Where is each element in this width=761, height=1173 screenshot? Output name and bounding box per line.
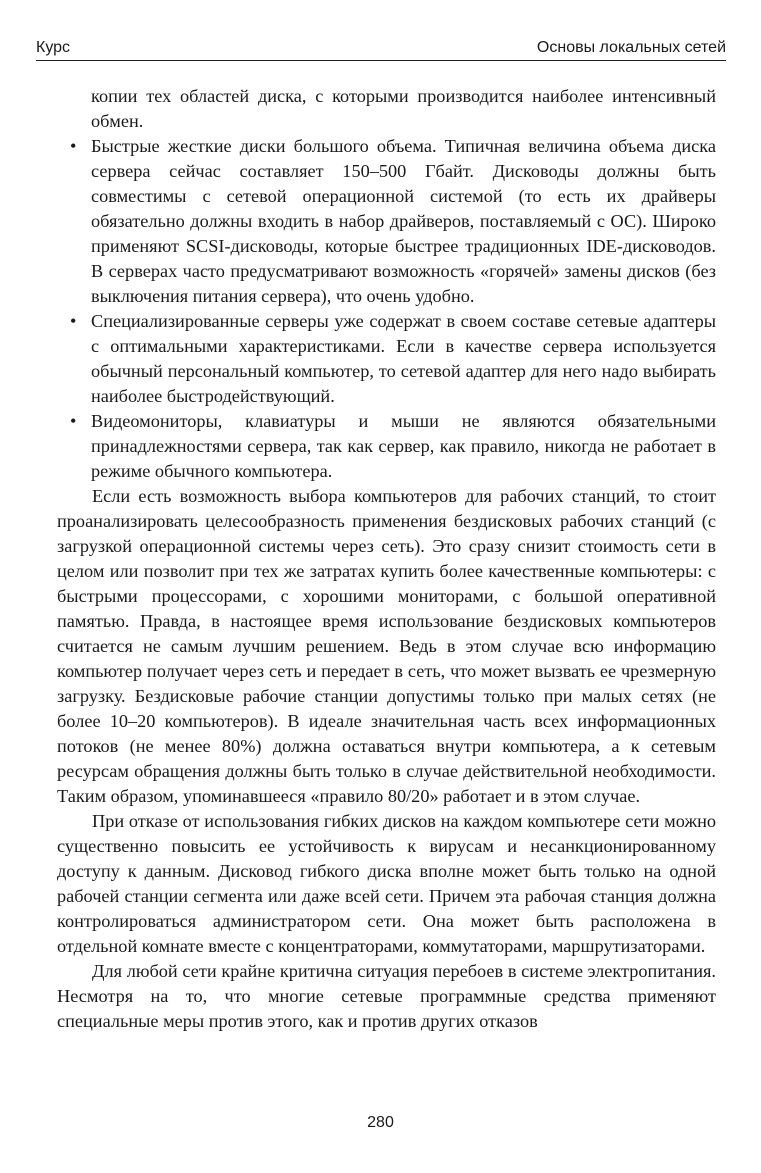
- bullet-list: [57, 134, 716, 484]
- header-course-label: Курс: [36, 39, 71, 56]
- list-item-text: Быстрые жесткие диски большого объема. Типичная величина объема диска сервера сейчас составляет 150–500 Гбайт. Дисководы должны быть совместимы с сетевой операционной системой (то есть их драйверы обязательно должны входить в набор драйверов, поставляемый с ОС). Широко применяют SCSI-дисководы, которые быстрее традиционных IDE-дисководов. В серверах часто предусматривают возможность «горячей» замены дисков (без выключения питания сервера), что очень удобно.: [91, 136, 716, 306]
- list-item: [57, 309, 716, 409]
- paragraph-floppy-drives: При отказе от использования гибких дисков на каждом компьютере сети можно существенно повысить ее устойчивость к вирусам и несанкционированному доступу к данным. Дисковод гибкого диска вполне может быть только на одной рабочей станции сегмента или даже всей сети. Причем эта рабочая станция должна контролироваться администратором сети. Она может быть расположена в отдельной комнате вместе с концентраторами, коммутаторами, маршрутизаторами.: [57, 811, 716, 956]
- bullet-icon: •: [70, 411, 77, 431]
- page-body: [57, 84, 716, 1034]
- list-item: [57, 409, 716, 484]
- running-header: [36, 35, 726, 61]
- bullet-icon: •: [70, 136, 77, 156]
- header-section-title: Основы локальных сетей: [536, 39, 726, 56]
- header-rule: [36, 60, 726, 61]
- bullet-icon: •: [70, 311, 77, 331]
- list-item-text: Специализированные серверы уже содержат в своем составе сетевые адаптеры с оптимальными характеристиками. Если в качестве сервера используется обычный персональный компьютер, то сетевой адаптер для него надо выбирать наиболее быстродействующий.: [91, 311, 716, 406]
- list-item: [57, 134, 716, 309]
- paragraph-power-supply: Для любой сети крайне критична ситуация перебоев в системе электропитания. Несмотря на то, что многие сетевые программные средства применяют специальные меры против этого, как и против других отказов: [57, 961, 716, 1031]
- page-number: 280: [367, 1114, 394, 1131]
- continued-bullet-text: копии тех областей диска, с которыми производится наиболее интенсивный обмен.: [91, 86, 716, 131]
- list-item-text: Видеомониторы, клавиатуры и мыши не являются обязательными принадлежностями сервера, так как сервер, как правило, никогда не работает в режиме обычного компьютера.: [91, 411, 716, 481]
- paragraph-diskless-workstations: Если есть возможность выбора компьютеров для рабочих станций, то стоит проанализировать целесообразность применения бездисковых рабочих станций (с загрузкой операционной системы через сеть). Это сразу снизит стоимость сети в целом или позволит при тех же затратах купить более качественные компьютеры: с быстрыми процессорами, с хорошими мониторами, с большой оперативной памятью. Правда, в настоящее время использование бездисковых компьютеров считается не самым лучшим решением. Ведь в этом случае всю информацию компьютер получает через сеть и передает в сеть, что может вызвать ее чрезмерную загрузку. Бездисковые рабочие станции допустимы только при малых сетях (не более 10–20 компьютеров). В идеале значительная часть всех информационных потоков (не менее 80%) должна оставаться внутри компьютера, а к сетевым ресурсам обращения должны быть только в случае действительной необходимости. Таким образом, упоминавшееся «правило 80/20» работает и в этом случае.: [57, 486, 716, 806]
